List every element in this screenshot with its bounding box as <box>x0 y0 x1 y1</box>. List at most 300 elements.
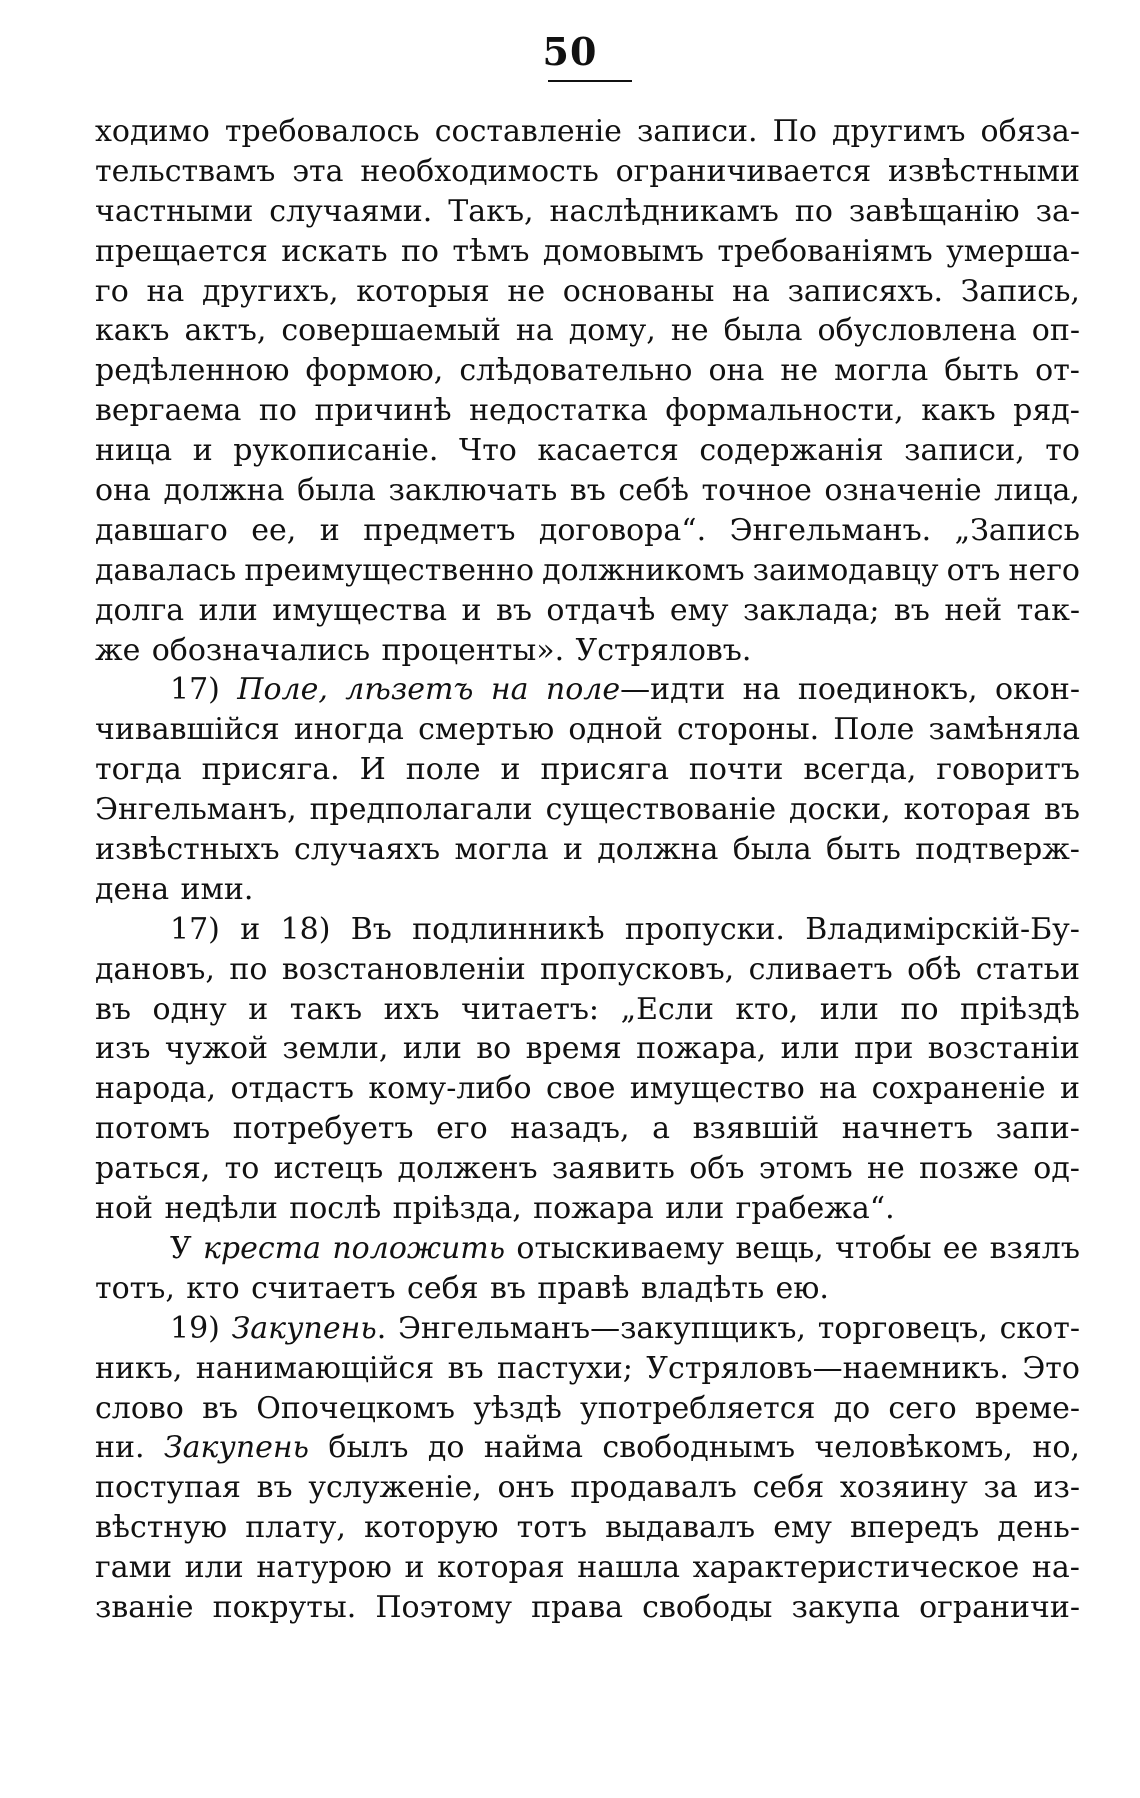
word: нанимающійся <box>195 1350 435 1386</box>
text-line <box>95 431 1080 471</box>
word: Запись, <box>960 273 1080 309</box>
text-line <box>95 112 1080 152</box>
word: грабежа“. <box>735 1191 895 1227</box>
word: ограничивается <box>615 153 872 189</box>
word: случаями. <box>269 193 433 229</box>
text-line <box>95 272 1080 312</box>
word: въ <box>495 592 532 628</box>
word: объ <box>689 1151 745 1187</box>
word: ней <box>944 592 1003 628</box>
word: покруты. <box>212 1589 357 1625</box>
text-line <box>95 670 1080 710</box>
text-line <box>95 910 1080 950</box>
word: во <box>476 1031 512 1067</box>
word: она <box>708 353 765 389</box>
word: послѣ <box>289 1191 382 1227</box>
word: быть <box>944 353 1020 389</box>
word: ни. <box>95 1430 145 1466</box>
word: преимущественно <box>244 552 535 588</box>
word: 19) <box>170 1310 220 1346</box>
word: до <box>833 1390 871 1426</box>
word: должна <box>597 832 719 868</box>
word: замѣняла <box>928 712 1080 748</box>
word: записи. <box>637 114 758 149</box>
word: чужой <box>164 1031 268 1067</box>
word: тѣмъ <box>452 233 530 269</box>
word: Энгельманъ. <box>729 512 932 548</box>
word: отдачѣ <box>546 592 656 628</box>
word: позже <box>919 1151 1019 1187</box>
word: свободы <box>642 1589 773 1625</box>
word: домовымъ <box>542 233 704 269</box>
word: Энгельманъ—закупщикъ, <box>397 1310 806 1346</box>
word: од- <box>1033 1151 1080 1187</box>
text-line <box>95 1588 1080 1628</box>
page-number-rule <box>548 80 632 82</box>
word: имущество <box>629 1071 805 1107</box>
word: не <box>867 1151 905 1187</box>
word: истецъ <box>273 1151 384 1187</box>
italic-term: на <box>490 672 529 708</box>
word: другихъ, <box>201 273 339 309</box>
text-line <box>95 232 1080 272</box>
word: содержанія <box>699 433 884 469</box>
word: пожара, <box>636 1031 767 1067</box>
word: ница <box>95 433 173 469</box>
text-line <box>95 870 1080 910</box>
text-line <box>95 1109 1080 1149</box>
word: одной <box>568 712 663 748</box>
word: доски, <box>789 792 891 828</box>
word: дановъ, <box>95 951 215 987</box>
word: хозяину <box>839 1470 968 1506</box>
word: употребляется <box>580 1390 816 1426</box>
word: на <box>742 672 781 708</box>
word: У <box>170 1230 192 1266</box>
word: завѣщанію <box>848 193 1020 229</box>
word: Что <box>459 433 517 469</box>
word: гами <box>95 1550 172 1586</box>
word: въ <box>489 1270 526 1306</box>
word: пропусковъ, <box>540 951 735 987</box>
word: торговецъ, <box>817 1310 988 1346</box>
word: при <box>854 1031 914 1067</box>
word: вещь, <box>735 1230 824 1266</box>
word: считаетъ <box>251 1270 396 1306</box>
word: составленіе <box>434 114 622 149</box>
word: правѣ <box>537 1270 630 1306</box>
word: извѣстными <box>888 153 1080 189</box>
word: нашла <box>577 1550 681 1586</box>
word: себя <box>407 1270 479 1306</box>
word: по <box>794 193 833 229</box>
word: ему <box>773 1510 832 1546</box>
word: отдастъ <box>230 1071 354 1107</box>
word: из- <box>1033 1470 1080 1506</box>
word: редѣленною <box>95 353 290 389</box>
word: могла <box>454 832 549 868</box>
word: которая <box>437 1550 565 1586</box>
word: потомъ <box>95 1111 211 1147</box>
word <box>491 670 529 710</box>
text-line <box>95 990 1080 1030</box>
word: статьи <box>975 951 1080 987</box>
text-line <box>95 1029 1080 1069</box>
word: случаяхъ <box>293 832 441 868</box>
word: требовалось <box>224 114 420 149</box>
word: подлинникѣ <box>412 911 605 947</box>
word: другимъ <box>831 114 966 149</box>
word: эта <box>292 153 344 189</box>
word: чтобы <box>835 1230 932 1266</box>
word: вѣстную <box>95 1510 228 1546</box>
word: рукописаніе. <box>233 433 439 469</box>
word: этомъ <box>758 1151 853 1187</box>
word <box>203 1229 321 1269</box>
word: уѣздѣ <box>473 1390 562 1426</box>
text-line <box>95 351 1080 391</box>
word: давалась <box>95 552 237 588</box>
word: Поэтому <box>375 1589 513 1625</box>
word: поле <box>405 752 481 788</box>
word: заявить <box>551 1151 675 1187</box>
word: и <box>248 991 269 1027</box>
word: частными <box>95 193 254 229</box>
text-line <box>95 391 1080 431</box>
word: По <box>772 114 817 149</box>
word: натурою <box>256 1550 392 1586</box>
word: быть <box>825 832 901 868</box>
word: оп- <box>1031 313 1080 349</box>
word: 17) <box>170 911 220 947</box>
word: и <box>319 512 340 548</box>
word: обяза- <box>980 114 1080 149</box>
word: ее <box>942 1230 979 1266</box>
word: по <box>229 951 268 987</box>
word: продавалъ <box>570 1470 737 1506</box>
word: време- <box>974 1390 1080 1426</box>
word: начнетъ <box>841 1111 973 1147</box>
text-line <box>95 750 1080 790</box>
word: го <box>95 273 129 309</box>
word: заключать <box>388 473 558 509</box>
word: слѣдовательно <box>459 353 693 389</box>
word: но, <box>1032 1430 1080 1466</box>
word: дому, <box>568 313 656 349</box>
word: записи, <box>904 433 1025 469</box>
word: формальности, <box>665 393 904 429</box>
word: подтверж- <box>915 832 1080 868</box>
word: поступая <box>95 1470 241 1506</box>
word: кто, <box>735 991 799 1027</box>
word: плату, <box>245 1510 346 1546</box>
word: Закупень. <box>231 1310 387 1346</box>
word: пріѣзда, <box>392 1191 522 1227</box>
word: Опочецкомъ <box>256 1390 455 1426</box>
word: день- <box>997 1510 1080 1546</box>
word: причинѣ <box>314 393 452 429</box>
word: обозначались <box>151 632 371 668</box>
word: не <box>670 313 709 349</box>
word: предметъ <box>363 512 516 548</box>
word: въ <box>569 473 606 509</box>
text-line <box>95 830 1080 870</box>
word: найма <box>483 1430 583 1466</box>
word: назадъ, <box>510 1111 630 1147</box>
word: совершаемый <box>281 313 501 349</box>
word: за- <box>1035 193 1080 229</box>
word: обѣ <box>907 951 962 987</box>
word: пропуски. <box>624 911 785 947</box>
word: которую <box>364 1510 499 1546</box>
word: до <box>427 1430 465 1466</box>
word: Такъ, <box>448 193 534 229</box>
word: сохраненіе <box>871 1071 1046 1107</box>
word: время <box>525 1031 622 1067</box>
word: такъ <box>289 991 363 1027</box>
word: основаны <box>562 273 715 309</box>
text-line <box>95 1508 1080 1548</box>
word: которая <box>903 792 1032 828</box>
word: смертью <box>418 712 555 748</box>
word: пастухи; <box>496 1350 633 1386</box>
text-line <box>95 1229 1080 1269</box>
word: тотъ <box>516 1510 587 1546</box>
word: так- <box>1016 592 1080 628</box>
word: договора“. <box>538 512 707 548</box>
word: Владимірскій-Бу- <box>805 911 1080 947</box>
word: ими. <box>180 871 254 907</box>
text-line <box>95 950 1080 990</box>
word: его <box>436 1111 488 1147</box>
word: слово <box>95 1390 184 1426</box>
text-line <box>95 1389 1080 1429</box>
word: возстановленіи <box>281 951 526 987</box>
word: имущества <box>272 592 448 628</box>
word <box>332 1229 505 1269</box>
word: скот- <box>999 1310 1080 1346</box>
word: лица, <box>994 473 1080 509</box>
word: или <box>780 1031 840 1067</box>
word: сего <box>888 1390 957 1426</box>
word: должна <box>163 473 285 509</box>
word: же <box>95 632 141 668</box>
word: какъ <box>921 393 996 429</box>
word: не <box>780 353 819 389</box>
word: актъ, <box>184 313 267 349</box>
word: присяга. <box>201 752 340 788</box>
word: тотъ, <box>95 1270 175 1306</box>
word: Поле <box>833 712 915 748</box>
word: точное <box>701 473 812 509</box>
word: какъ <box>95 313 170 349</box>
italic-term: положить <box>332 1230 506 1266</box>
word: на- <box>1031 1550 1080 1586</box>
word: на <box>819 1071 858 1107</box>
word: ограничи- <box>919 1589 1080 1625</box>
word: въ <box>447 1350 484 1386</box>
word: за <box>983 1470 1018 1506</box>
word: касается <box>537 433 679 469</box>
word: раться, <box>95 1151 211 1187</box>
word: недѣли <box>164 1191 278 1227</box>
word: былъ <box>328 1430 409 1466</box>
word: на <box>515 313 554 349</box>
word: и <box>500 752 521 788</box>
word: Устряловъ—наемникъ. <box>646 1350 1009 1386</box>
word: существованіе <box>545 792 777 828</box>
word: никъ, <box>95 1350 183 1386</box>
word: тельствамъ <box>95 153 276 189</box>
word: и <box>461 592 482 628</box>
word: ею. <box>775 1270 829 1306</box>
word: въ <box>256 1470 293 1506</box>
word: а <box>652 1111 671 1147</box>
word: и <box>240 911 261 947</box>
word: которыя <box>356 273 490 309</box>
word: ходимо <box>95 114 210 149</box>
word: свободнымъ <box>602 1430 796 1466</box>
word: по <box>258 393 297 429</box>
word: отыскиваему <box>516 1230 724 1266</box>
word: ной <box>95 1191 154 1227</box>
word: умерша- <box>946 233 1080 269</box>
word: Устряловъ. <box>575 632 752 668</box>
text-line <box>95 1269 1080 1309</box>
word: ему <box>669 592 729 628</box>
word: въ <box>1043 792 1080 828</box>
word: пріѣздѣ <box>960 991 1080 1027</box>
word: она <box>95 473 151 509</box>
word: долга <box>95 592 185 628</box>
word: говоритъ <box>936 752 1080 788</box>
word: была <box>723 313 803 349</box>
word: въ <box>95 991 131 1027</box>
text-line <box>95 1468 1080 1508</box>
word: ихъ <box>383 991 440 1027</box>
word: одну <box>152 991 227 1027</box>
text-line <box>95 1428 1080 1468</box>
word: или <box>819 991 879 1027</box>
word: отъ <box>946 552 1001 588</box>
text-line <box>95 591 1080 631</box>
word: „Если <box>620 991 714 1027</box>
italic-term: Закупень <box>231 1310 377 1346</box>
word: по <box>400 233 439 269</box>
word: извѣстныхъ <box>95 832 280 868</box>
word: на <box>732 273 770 309</box>
word: наслѣдникамъ <box>549 193 779 229</box>
word: человѣкомъ, <box>814 1430 1013 1466</box>
word: пожара <box>533 1191 654 1227</box>
word: должникомъ <box>542 552 745 588</box>
word: почти <box>688 752 784 788</box>
word: по <box>900 991 939 1027</box>
word: кому-либо <box>368 1071 532 1107</box>
word: всегда, <box>803 752 917 788</box>
text-line <box>95 1189 1080 1229</box>
word: от- <box>1035 353 1080 389</box>
word <box>164 1428 309 1468</box>
word: предполагали <box>309 792 533 828</box>
word: необходимость <box>360 153 599 189</box>
word: или <box>198 592 258 628</box>
word: И <box>359 752 386 788</box>
word: вергаема <box>95 393 242 429</box>
word: то <box>1045 433 1080 469</box>
word: себя <box>752 1470 825 1506</box>
word: потребуетъ <box>232 1111 414 1147</box>
word: или <box>665 1191 725 1227</box>
word: проценты». <box>381 632 565 668</box>
text-line <box>95 311 1080 351</box>
word: дена <box>95 871 170 907</box>
word: заимодавцу <box>752 552 939 588</box>
word: тогда <box>95 752 182 788</box>
word: прещается <box>95 233 268 269</box>
text-line <box>95 790 1080 830</box>
word: долженъ <box>397 1151 538 1187</box>
word: означеніе <box>824 473 982 509</box>
word <box>345 670 473 710</box>
word: поле—идти <box>545 672 726 708</box>
text-line <box>95 1309 1080 1349</box>
text-line <box>95 551 1080 591</box>
word: „Запись <box>954 512 1080 548</box>
word: Энгельманъ, <box>95 792 297 828</box>
word: запи- <box>995 1111 1080 1147</box>
word: въ <box>893 592 930 628</box>
word: давшаго <box>95 512 228 548</box>
word: читаетъ: <box>461 991 600 1027</box>
word: земли, <box>282 1031 389 1067</box>
word: себѣ <box>618 473 690 509</box>
word: взявшій <box>692 1111 820 1147</box>
word: Въ <box>350 911 392 947</box>
word: народа, <box>95 1071 217 1107</box>
text-line <box>95 1349 1080 1389</box>
word: свое <box>545 1071 616 1107</box>
italic-term: поле <box>545 672 621 708</box>
word: окон- <box>994 672 1080 708</box>
word: или <box>184 1550 244 1586</box>
word <box>237 670 328 710</box>
word: 17) <box>170 672 220 708</box>
word: взялъ <box>989 1230 1080 1266</box>
word: иногда <box>293 712 404 748</box>
word: права <box>531 1589 624 1625</box>
word: могла <box>834 353 929 389</box>
word: и <box>1060 1071 1080 1107</box>
word: и <box>404 1550 425 1586</box>
word: Это <box>1022 1350 1080 1386</box>
word: кто <box>186 1270 240 1306</box>
word: то <box>224 1151 260 1187</box>
word: требованіямъ <box>717 233 933 269</box>
word: обусловлена <box>817 313 1017 349</box>
word: присяга <box>540 752 669 788</box>
word: была <box>732 832 812 868</box>
word: онъ <box>497 1470 555 1506</box>
word: званіе <box>95 1589 194 1625</box>
word: владѣть <box>640 1270 765 1306</box>
word: выдавалъ <box>605 1510 756 1546</box>
word: сливаетъ <box>748 951 893 987</box>
text-line <box>95 1548 1080 1588</box>
word: услуженіе, <box>308 1470 482 1506</box>
word: него <box>1008 552 1080 588</box>
word: чивавшійся <box>95 712 280 748</box>
